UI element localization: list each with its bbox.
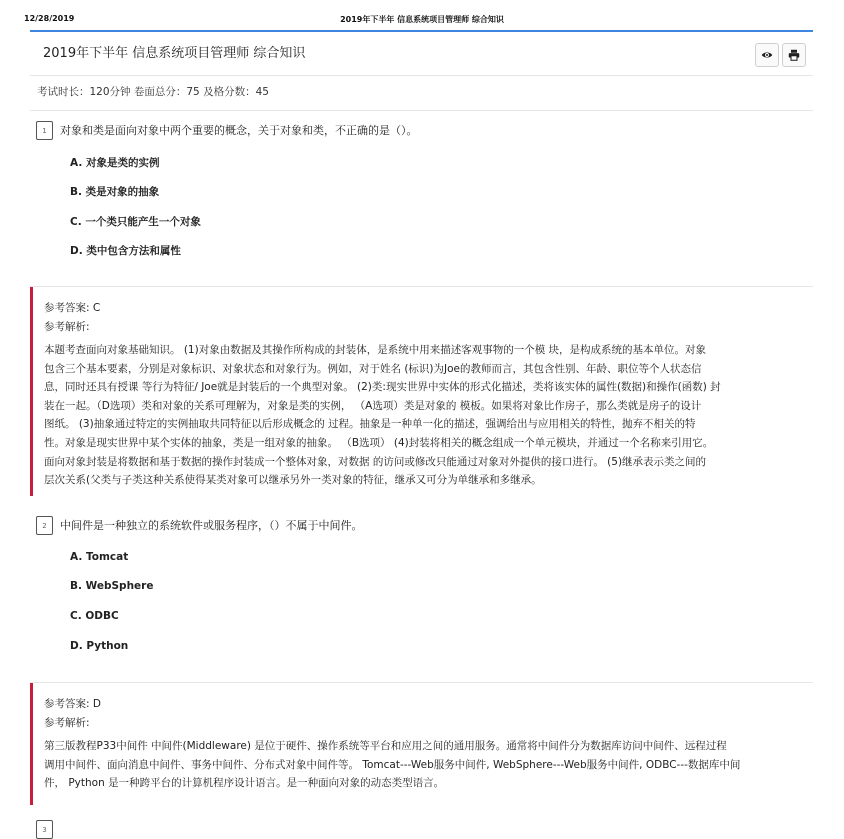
answer-block: [30, 286, 813, 496]
eye-icon: [761, 49, 773, 61]
answer-block: [30, 682, 813, 805]
option-c[interactable]: C. 一个类只能产生一个对象: [70, 216, 201, 228]
question-number: 2: [36, 516, 53, 535]
analysis-text: 第三版教程P33中间件 中间件(Middleware) 是位于硬件、操作系统等平台和应用之间的通用服务。通常将中间件分为数据库访问中间件、远程过程 调用中间件、面向消息中间件、事务中间件、分布式对象中间件等。 Tomcat---Web服务中间件, WebSphere---Web服务中间件, ODBC---数据库中间 件， Python 是一种跨平台的计算机程序设计语言。是一种面向对象的动态类型语言。: [44, 740, 741, 790]
printer-icon: [788, 49, 800, 61]
print-header: [0, 0, 844, 26]
option-c[interactable]: C. ODBC: [70, 610, 119, 622]
option-d[interactable]: D. Python: [70, 640, 129, 652]
view-answers-button[interactable]: [755, 43, 779, 67]
question-text: 中间件是一种独立的系统软件或服务程序，（）不属于中间件。: [60, 519, 363, 532]
option-d[interactable]: D. 类中包含方法和属性: [70, 245, 181, 257]
analysis-label: 参考解析:: [44, 717, 90, 729]
question-text: 对象和类是面向对象中两个重要的概念，关于对象和类，不正确的是（）。: [60, 124, 418, 137]
print-date: 12/28/2019: [24, 14, 75, 23]
question-number: 1: [36, 121, 53, 140]
analysis-label: 参考解析:: [44, 321, 90, 333]
answer-accent-bar: [30, 287, 33, 496]
analysis-text: 本题考查面向对象基础知识。 (1)对象由数据及其操作所构成的封装体，是系统中用来描述客观事物的一个模 块，是构成系统的基本单位。对象 包含三个基本要素，分别是对象标识、对象状态和对象行为。例如，对于姓名 (标识)为Joe的教师而言，其包含性别、年龄、职位等个人状态信 息，同时还具有授课 等行为特征/ Joe就是封装后的一个典型对象。 (2)类:现实世界中实体的形式化描述，类将该实体的属性(数据)和操作(函数) 封 装在一起。（D选项）类和对象的关系可理解为，对象是类的实例， （A选项）类是对象的 模板。如果将对象比作房子，那么类就是房子的设计 图纸。 (3)抽象通过特定的实例抽取共同特征以后形成概念的 过程。抽象是一种单一化的描述，强调给出与应用相关的特性，抛弃不相关的特 性。对象是现实世界中某个实体的抽象，类是一组对象的抽象。 （B选项） (4)封装将相关的概念组成一个单元模块，并通过一个名称来引用它。 面向对象封装是将数据和基于数据的操作封装成一个整体对象，对数据 的访问或修改只能通过对象对外提供的接口进行。 (5)继承表示类之间的 层次关系(父类与子类这种关系使得某类对象可以继承另外一类对象的特征，继承又可分为单继承和多继承。: [44, 344, 721, 487]
option-a[interactable]: A. Tomcat: [70, 551, 129, 563]
print-button[interactable]: [782, 43, 806, 67]
option-b[interactable]: B. 类是对象的抽象: [70, 186, 160, 198]
print-title: 2019年下半年 信息系统项目管理师 综合知识: [340, 15, 504, 24]
exam-meta: 考试时长：120分钟 卷面总分：75 及格分数：45: [37, 86, 269, 98]
exam-paper: [30, 30, 813, 832]
question-number: 3: [36, 820, 53, 839]
option-a[interactable]: A. 对象是类的实例: [70, 157, 160, 169]
answer-accent-bar: [30, 683, 33, 805]
answer-label: 参考答案: D: [44, 698, 101, 710]
exam-titlebar: [30, 32, 813, 76]
answer-label: 参考答案: C: [44, 302, 101, 314]
divider: [30, 110, 813, 111]
option-b[interactable]: B. WebSphere: [70, 580, 154, 592]
page-title: 2019年下半年 信息系统项目管理师 综合知识: [43, 46, 306, 61]
